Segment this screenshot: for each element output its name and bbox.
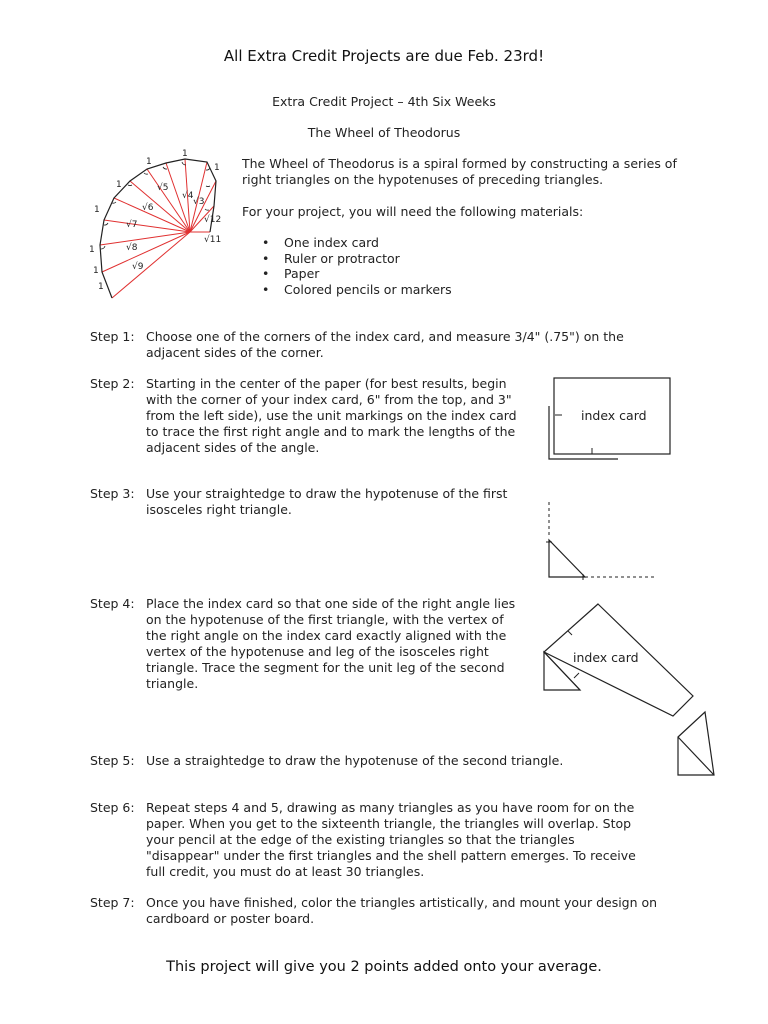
project-title: The Wheel of Theodorus — [307, 125, 461, 140]
step-text: Use your straightedge to draw the hypotenuse of the first isosceles right triangle. — [146, 486, 508, 517]
step-text: Place the index card so that one side of the right angle lies on the hypotenuse of the first triangle, with the vertex of the right angle on the index card exactly aligned with the vertex of the hypotenuse and leg of the isosceles right triangle. Trace the segment for the unit leg of the second triangle. — [146, 596, 516, 691]
root-label: √4 — [182, 191, 194, 201]
unit-label: 1 — [214, 163, 220, 173]
rotated-index-card-diagram — [538, 598, 698, 723]
first-triangle-diagram — [540, 500, 660, 582]
step-6 — [90, 800, 646, 880]
unit-label: 1 — [93, 266, 99, 276]
index-card-label: index card — [581, 408, 647, 423]
points-notice: This project will give you 2 points added onto your average. — [166, 959, 602, 975]
isosceles-triangle — [549, 540, 585, 577]
unit-mark — [574, 673, 579, 678]
step-label: Step 2: — [90, 376, 135, 391]
unit-label: 1 — [146, 157, 152, 167]
root-labels — [126, 182, 221, 272]
unit-label: 1 — [94, 205, 100, 215]
materials-intro: For your project, you will need the following materials: — [242, 204, 584, 219]
root-label: √8 — [126, 243, 138, 253]
root-label: √12 — [204, 215, 222, 225]
unit-label: 1 — [182, 149, 188, 159]
intro-description: The Wheel of Theodorus is a spiral formed by constructing a series of right triangles on the hypotenuses of preceding triangles. — [242, 156, 677, 187]
step-label: Step 6: — [90, 800, 135, 815]
unit-label: 1 — [89, 245, 95, 255]
index-card-diagram — [545, 374, 675, 462]
materials-list — [258, 235, 452, 297]
step-4 — [90, 596, 526, 692]
step-3 — [90, 486, 526, 518]
step-text: Choose one of the corners of the index card, and measure 3/4" (.75") on the adjacent sides of the corner. — [146, 329, 624, 360]
materials-item: • Ruler or protractor — [258, 251, 452, 267]
project-subtitle: Extra Credit Project – 4th Six Weeks — [272, 94, 496, 109]
step-text: Repeat steps 4 and 5, drawing as many triangles as you have room for on the paper. When you get to the sixteenth triangle, the triangles will overlap. Stop your pencil at the edge of the existing triangles so that the triangles "disappear" under the first triangles and the shell pattern emerges. To receive full credit, you must do at least 30 triangles. — [146, 800, 636, 879]
root-label: √3 — [193, 197, 205, 207]
root-label: √6 — [142, 203, 154, 213]
root-label: √7 — [126, 220, 138, 230]
wheel-of-theodorus-diagram — [86, 148, 236, 308]
step-label: Step 1: — [90, 329, 135, 344]
materials-item: • One index card — [258, 235, 452, 251]
step-1 — [90, 329, 636, 361]
root-label: √9 — [132, 262, 144, 272]
step-text: Use a straightedge to draw the hypotenuse of the second triangle. — [146, 753, 564, 768]
step-text: Once you have finished, color the triangles artistically, and mount your design on cardboard or poster board. — [146, 895, 658, 926]
step-2 — [90, 376, 526, 456]
step-5 — [90, 753, 616, 769]
step-label: Step 4: — [90, 596, 135, 611]
due-date-notice: All Extra Credit Projects are due Feb. 23rd! — [223, 47, 545, 65]
root-label: √5 — [157, 183, 169, 193]
index-card-label: index card — [573, 650, 639, 665]
second-triangle-diagram — [674, 708, 718, 778]
step-7 — [90, 895, 666, 927]
step-label: Step 7: — [90, 895, 135, 910]
step-label: Step 3: — [90, 486, 135, 501]
materials-item: • Paper — [258, 266, 452, 282]
step-label: Step 5: — [90, 753, 135, 768]
materials-item: • Colored pencils or markers — [258, 282, 452, 298]
root-label: √11 — [204, 235, 222, 245]
unit-label: 1 — [98, 282, 104, 292]
unit-label: 1 — [116, 180, 122, 190]
step-text: Starting in the center of the paper (for best results, begin with the corner of your index card, 6" from the top, and 3" from the left side), use the unit markings on the index card to trace the first right angle and to mark the lengths of the adjacent sides of the angle. — [146, 376, 517, 455]
